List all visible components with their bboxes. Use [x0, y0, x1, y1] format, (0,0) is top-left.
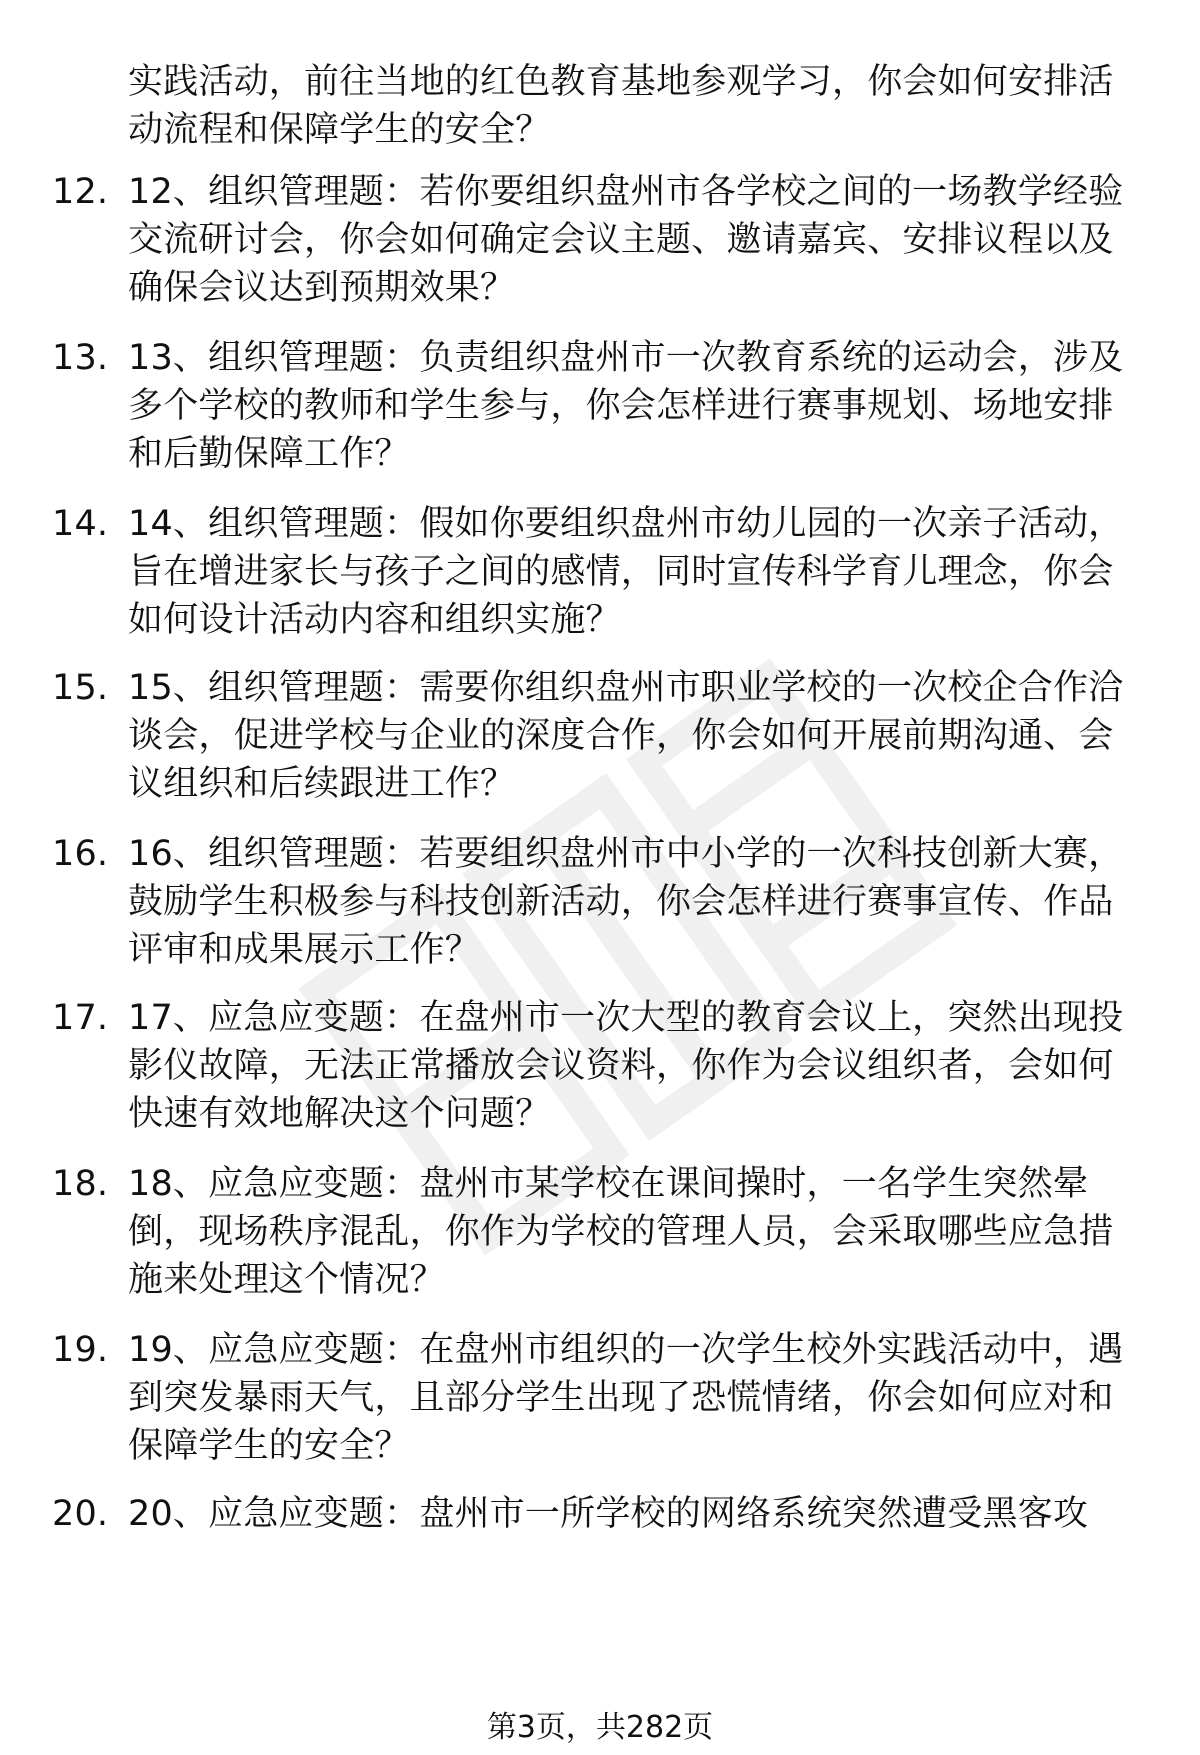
text-line: 施来处理这个情况？: [128, 1260, 445, 1300]
item-number: 16.: [52, 834, 109, 874]
text-line: 快速有效地解决这个问题？: [128, 1094, 551, 1134]
item-number: 15.: [52, 668, 109, 708]
text-line: 议组织和后续跟进工作？: [128, 764, 516, 804]
text-line: 如何设计活动内容和组织实施？: [128, 600, 621, 640]
text-line: 15、组织管理题：需要你组织盘州市职业学校的一次校企合作洽: [128, 668, 1124, 708]
text-line: 17、应急应变题：在盘州市一次大型的教育会议上，突然出现投: [128, 998, 1124, 1038]
text-line: 20、应急应变题：盘州市一所学校的网络系统突然遭受黑客攻: [128, 1494, 1089, 1534]
item-text: [128, 1326, 1158, 1470]
text-line: 14、组织管理题：假如你要组织盘州市幼儿园的一次亲子活动，: [128, 504, 1124, 544]
item-text: [128, 994, 1158, 1138]
item-text: [128, 500, 1158, 644]
text-line: 倒，现场秩序混乱，你作为学校的管理人员，会采取哪些应急措: [128, 1212, 1114, 1252]
item-number: 14.: [52, 504, 109, 544]
text-line: 实践活动，前往当地的红色教育基地参观学习，你会如何安排活: [128, 62, 1114, 102]
text-line: 影仪故障，无法正常播放会议资料，你作为会议组织者，会如何: [128, 1046, 1114, 1086]
text-line: 旨在增进家长与孩子之间的感情，同时宣传科学育儿理念，你会: [128, 552, 1114, 592]
item-text: [128, 1490, 1158, 1538]
text-line: 12、组织管理题：若你要组织盘州市各学校之间的一场教学经验: [128, 172, 1124, 212]
text-line: 到突发暴雨天气，且部分学生出现了恐慌情绪，你会如何应对和: [128, 1378, 1114, 1418]
text-line: 16、组织管理题：若要组织盘州市中小学的一次科技创新大赛，: [128, 834, 1124, 874]
item-number: 13.: [52, 338, 109, 378]
item-number: 12.: [52, 172, 109, 212]
item-text: [128, 334, 1158, 478]
text-line: 18、应急应变题：盘州市某学校在课间操时，一名学生突然晕: [128, 1164, 1089, 1204]
continued-question-text: [128, 58, 1158, 154]
text-line: 确保会议达到预期效果？: [128, 268, 516, 308]
item-text: [128, 1160, 1158, 1304]
text-line: 13、组织管理题：负责组织盘州市一次教育系统的运动会，涉及: [128, 338, 1124, 378]
text-line: 动流程和保障学生的安全？: [128, 110, 551, 150]
item-number: 17.: [52, 998, 109, 1038]
text-line: 多个学校的教师和学生参与，你会怎样进行赛事规划、场地安排: [128, 386, 1114, 426]
item-number: 19.: [52, 1330, 109, 1370]
page-number-footer: 第3页，共282页: [486, 1710, 714, 1745]
item-number: 20.: [52, 1494, 109, 1534]
item-number: 18.: [52, 1164, 109, 1204]
item-text: [128, 168, 1158, 312]
text-line: 评审和成果展示工作？: [128, 930, 481, 970]
item-text: [128, 830, 1158, 974]
text-line: 交流研讨会，你会如何确定会议主题、邀请嘉宾、安排议程以及: [128, 220, 1114, 260]
text-line: 保障学生的安全？: [128, 1426, 410, 1466]
item-text: [128, 664, 1158, 808]
text-line: 和后勤保障工作？: [128, 434, 410, 474]
text-line: 鼓励学生积极参与科技创新活动，你会怎样进行赛事宣传、作品: [128, 882, 1114, 922]
text-line: 19、应急应变题：在盘州市组织的一次学生校外实践活动中，遇: [128, 1330, 1124, 1370]
text-line: 谈会，促进学校与企业的深度合作，你会如何开展前期沟通、会: [128, 716, 1114, 756]
